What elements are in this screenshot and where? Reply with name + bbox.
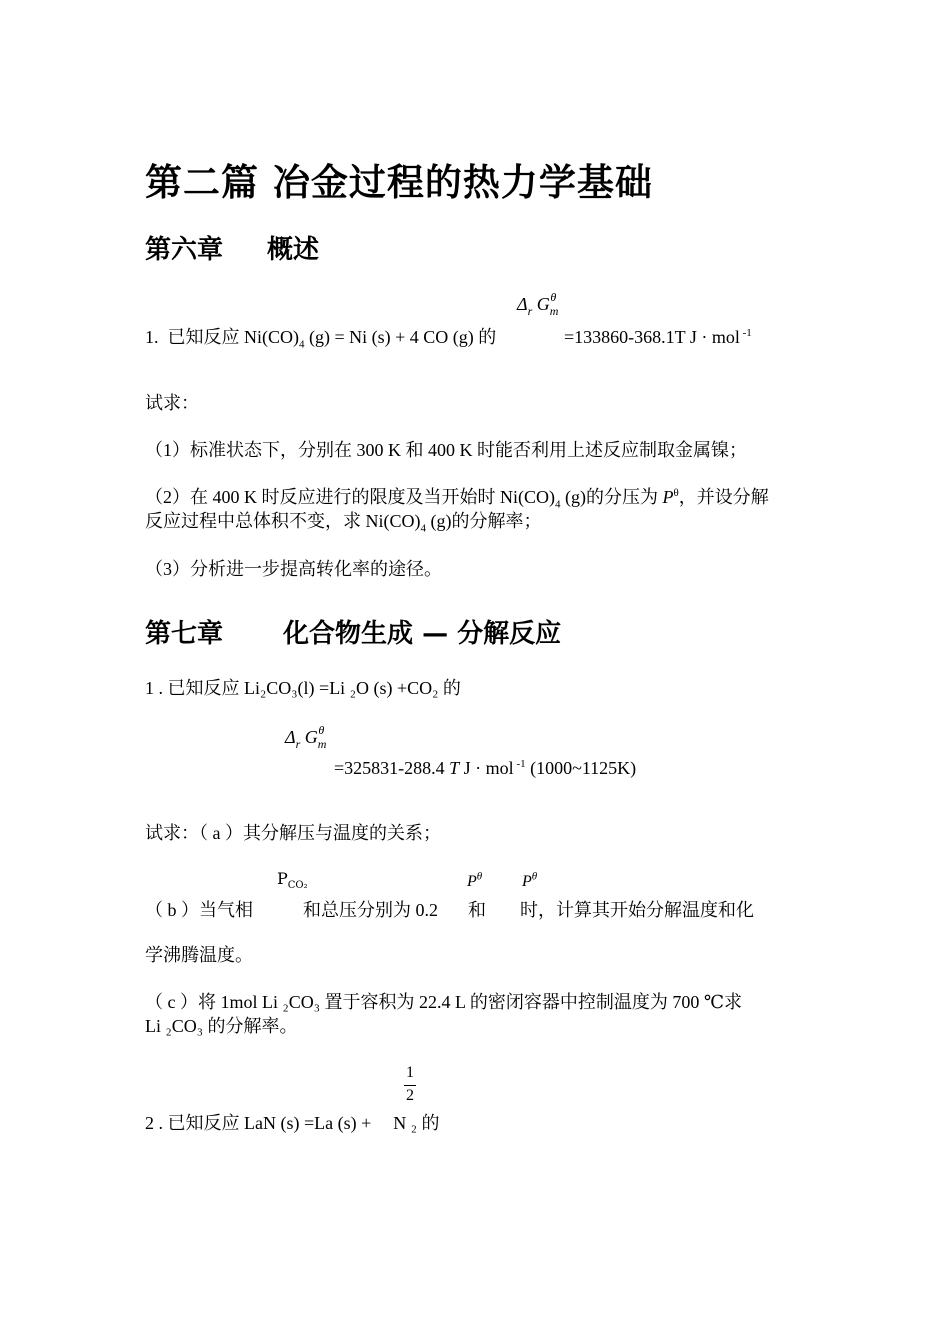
p-theta-symbol-2: $P^\theta$ [522,870,538,890]
ch7-q1-dg-value: =325831-288.4 T J · mol $^{-1}$ (1000~1125K) [334,758,637,778]
ch6-q1-dg-value: =133860-368.1T J · mol $^{-1}$ [564,327,752,347]
chapter-7-title [145,613,561,650]
fraction-denominator: 2 [406,1087,414,1104]
chapter-6-subtitle: 概述 [267,235,320,265]
ch6-ask: 试求： [145,393,199,413]
ch7-item-b-line1: （ b ）当气相 和总压分别为 0.2 和 时，计算其开始分解温度和化 [145,900,754,920]
p-theta-symbol-1: $P^\theta$ [467,870,483,890]
ch7-ask-a: 试求：（ a ）其分解压与温度的关系； [145,823,441,843]
part-title: 第二篇 冶金过程的热力学基础 [145,161,653,204]
chapter-7-number: 第七章 [145,619,224,649]
ch6-item-3: （3）分析进一步提高转化率的途径。 [145,559,442,579]
chapter-6-number: 第六章 [145,235,224,265]
ch6-item-2-line2: 反应过程中总体积不变，求 $Ni(CO)_4$ (g)的分解率； [145,511,542,535]
ch6-q1-statement: 1. 已知反应 $Ni(CO)_4$ (g) = Ni (s) + 4 CO (g) 的 [145,327,497,351]
ch7-item-c-line2: Li ₂CO₃ 的分解率。 [145,1016,298,1036]
ch6-item-2-line1: （2）在 400 K 时反应进行的限度及当开始时 $Ni(CO)_4$ (g)的分压为 $P^\theta$，并设分解 [145,487,769,511]
pco2-symbol: $P_{CO_2}$ [277,869,308,892]
fraction-one-half [404,1063,416,1106]
delta-g-formula-ch6: $\Delta_r$ $G_m^\theta$ [517,290,559,318]
ch7-q2-statement: 2 . 已知反应 LaN (s) =La (s) + N ₂ 的 [145,1113,440,1133]
ch7-item-c-line1: （ c ）将 1mol Li ₂CO₃ 置于容积为 22.4 L 的密闭容器中控制温度为 700 ℃求 [145,992,743,1012]
ch7-item-b-line2: 学沸腾温度。 [145,945,253,965]
chapter-7-subtitle: 化合物生成 — 分解反应 [283,619,562,649]
ch7-q1-statement: 1 . 已知反应 Li₂CO₃(l) =Li ₂O (s) +CO₂ 的 [145,678,461,698]
chapter-6-title [145,229,319,266]
fraction-numerator: 1 [406,1064,414,1081]
delta-g-formula-ch7: $\Delta_r$ $G_m^\theta$ [285,723,327,751]
ch6-item-1: （1）标准状态下，分别在 300 K 和 400 K 时能否利用上述反应制取金属镍； [145,440,747,460]
